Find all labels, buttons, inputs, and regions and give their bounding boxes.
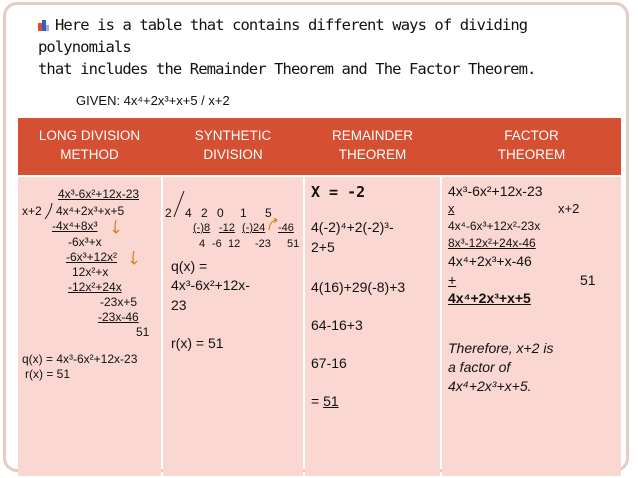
rt-step-2: 4(16)+29(-8)+3 xyxy=(311,279,406,295)
synthetic-division-cell xyxy=(163,177,303,476)
sd-coeff: 0 xyxy=(217,206,224,220)
intro-line-2: that includes the Remainder Theorem and The Factor Theorem. xyxy=(38,60,536,78)
sd-quotient-label: q(x) = xyxy=(171,258,208,274)
ld-step-5: -12x²+24x xyxy=(68,280,122,294)
sd-quotient-line-1: 4x³-6x²+12x- xyxy=(171,277,250,293)
ld-dividend: 4x⁴+2x³+x+5 xyxy=(56,204,125,218)
ld-quotient: 4x³-6x²+12x-23 xyxy=(58,187,140,201)
sd-mult: (-)8 xyxy=(193,222,211,234)
ft-line-2: x x+2 xyxy=(448,201,580,216)
sd-result: 51 xyxy=(287,238,300,250)
down-arrow-icon xyxy=(110,219,122,235)
header-remainder-theorem: REMAINDER THEOREM xyxy=(331,128,413,162)
sd-mult: (-)24 xyxy=(242,222,266,234)
sd-result: -6 xyxy=(212,238,222,250)
ld-step-7: -23x-46 xyxy=(98,310,139,324)
ft-line-5: 4x⁴+2x³+x-46 xyxy=(448,253,532,269)
ft-line-1: 4x³-6x²+12x-23 xyxy=(448,183,543,199)
ft-line-6: + 51 xyxy=(448,272,596,288)
synthetic-bracket-icon xyxy=(173,189,185,219)
factor-theorem-cell xyxy=(442,177,621,476)
sd-result: 4 xyxy=(199,238,206,250)
ft-line-7: 4x⁴+2x³+x+5 xyxy=(448,290,531,306)
sd-result: -23 xyxy=(255,238,271,250)
curved-arrow-icon xyxy=(267,218,281,232)
ld-remainder-result: r(x) = 51 xyxy=(25,367,71,381)
sd-result: 12 xyxy=(228,238,241,250)
sd-coeff: 1 xyxy=(240,206,247,220)
sd-divisor: 2 xyxy=(165,206,172,220)
ld-remainder: 51 xyxy=(136,325,150,339)
rt-result-value: 51 xyxy=(323,393,339,409)
header-factor-theorem: FACTOR THEOREM xyxy=(497,128,566,162)
sd-mult: -12 xyxy=(219,222,235,234)
sd-quotient-line-2: 23 xyxy=(171,297,187,313)
ld-divisor: x+2 xyxy=(22,204,42,218)
ft-line-4: 8x³-12x²+24x-46 xyxy=(448,236,536,250)
methods-table xyxy=(18,118,621,476)
ld-step-6: -23x+5 xyxy=(100,295,138,309)
sd-coeff: 5 xyxy=(265,206,272,220)
long-division-cell xyxy=(18,177,161,476)
ld-step-4: 12x²+x xyxy=(72,265,109,279)
bullet-icon xyxy=(38,20,49,31)
rt-result: = 51 xyxy=(311,393,339,409)
given-expression: GIVEN: 4x⁴+2x³+x+5 / x+2 xyxy=(76,93,230,108)
ld-quotient-result: q(x) = 4x³-6x²+12x-23 xyxy=(22,352,138,366)
intro-text xyxy=(38,14,618,80)
rt-step-3: 64-16+3 xyxy=(311,317,363,333)
rt-expression-1: 4(-2)⁴+2(-2)³- xyxy=(311,219,394,235)
table-header-row xyxy=(18,118,621,175)
sd-mult: -46 xyxy=(278,222,294,234)
ld-step-2: -6x³+x xyxy=(68,235,102,249)
ld-step-1: -4x⁴+8x³ xyxy=(52,219,98,233)
ft-line-3: 4x⁴-6x³+12x²-23x xyxy=(448,219,541,233)
rt-x-value: X = -2 xyxy=(311,183,366,201)
ft-conclusion-2: a factor of xyxy=(448,359,511,375)
header-synthetic-division: SYNTHETIC DIVISION xyxy=(194,128,272,162)
header-long-division: LONG DIVISION METHOD xyxy=(38,128,141,162)
ft-conclusion-1: Therefore, x+2 is xyxy=(448,340,554,356)
sd-coeff: 2 xyxy=(201,206,208,220)
ft-conclusion-3: 4x⁴+2x³+x+5. xyxy=(448,378,532,394)
remainder-theorem-cell xyxy=(305,177,440,476)
rt-step-4: 67-16 xyxy=(311,355,347,371)
ld-step-3: -6x³+12x² xyxy=(66,250,118,264)
sd-coeff: 4 xyxy=(185,206,192,220)
sd-remainder: r(x) = 51 xyxy=(171,335,224,351)
rt-expression-2: 2+5 xyxy=(311,239,335,255)
down-arrow-icon xyxy=(128,250,140,266)
intro-line-1: Here is a table that contains different ways of dividing polynomials xyxy=(38,16,528,56)
